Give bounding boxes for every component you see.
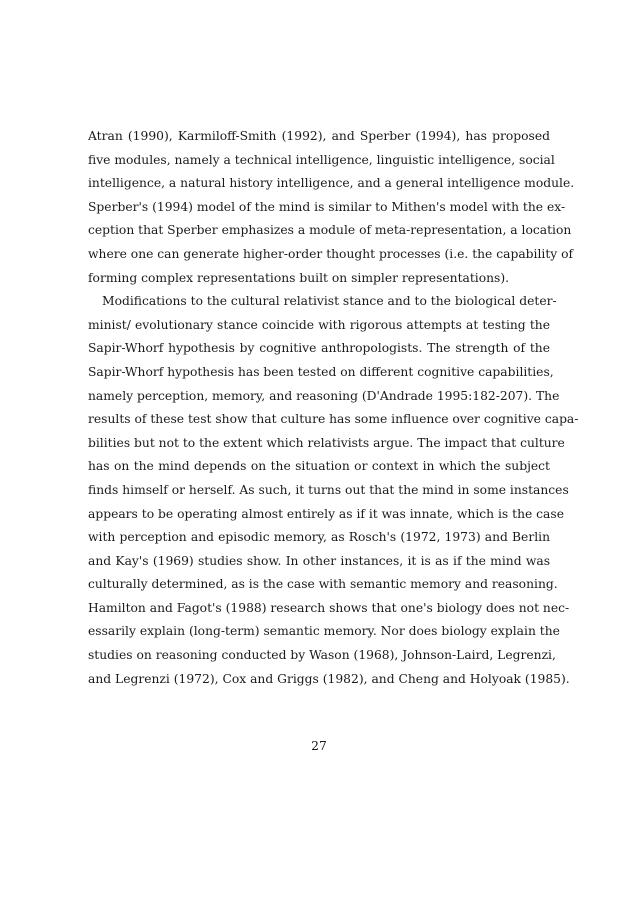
text-line: bilities but not to the extent which relativists argue. The impact that culture <box>88 435 565 450</box>
paragraph-2 <box>88 290 579 691</box>
page-number: 27 <box>311 739 327 753</box>
text-line: appears to be operating almost entirely as if it was innate, which is the case <box>88 506 564 521</box>
text-line: Atran (1990), Karmiloff-Smith (1992), and Sperber (1994), has proposed <box>88 129 550 143</box>
text-line: culturally determined, as is the case with semantic memory and reasoning. <box>88 577 558 592</box>
text-line: five modules, namely a technical intelligence, linguistic intelligence, social <box>88 152 555 167</box>
text-line: Hamilton and Fagot's (1988) research shows that one's biology does not nec- <box>88 600 570 615</box>
text-line: finds himself or herself. As such, it turns out that the mind in some instances <box>88 482 569 497</box>
text-line: studies on reasoning conducted by Wason (1968), Johnson-Laird, Legrenzi, <box>88 648 556 663</box>
text-line: and Legrenzi (1972), Cox and Griggs (1982), and Cheng and Holyoak (1985). <box>88 671 570 686</box>
text-line: forming complex representations built on simpler representations). <box>88 270 510 285</box>
text-line: results of these test show that culture has some influence over cognitive capa- <box>88 412 579 427</box>
text-line: Sapir-Whorf hypothesis has been tested on different cognitive capabilities, <box>88 364 554 379</box>
text-line: intelligence, a natural history intelligence, and a general intelligence module. <box>88 176 575 191</box>
text-line: Sapir-Whorf hypothesis by cognitive anthropologists. The strength of the <box>88 341 550 356</box>
text-line: and Kay's (1969) studies show. In other instances, it is as if the mind was <box>88 553 550 568</box>
text-line: ception that Sperber emphasizes a module of meta-representation, a location <box>88 223 572 238</box>
text-line: Sperber's (1994) model of the mind is similar to Mithen's model with the ex- <box>88 199 566 214</box>
paragraph-1 <box>88 125 575 290</box>
text-line: minist/ evolutionary stance coincide with rigorous attempts at testing the <box>88 317 550 332</box>
text-line: namely perception, memory, and reasoning (D'Andrade 1995:182-207). The <box>88 388 560 403</box>
text-line: has on the mind depends on the situation or context in which the subject <box>88 459 550 474</box>
body-text <box>88 125 579 691</box>
text-line: with perception and episodic memory, as Rosch's (1972, 1973) and Berlin <box>88 530 550 545</box>
text-line: where one can generate higher-order thought processes (i.e. the capability of <box>88 246 574 261</box>
text-line: Modifications to the cultural relativist stance and to the biological deter- <box>102 294 557 309</box>
text-line: essarily explain (long-term) semantic memory. Nor does biology explain the <box>88 624 560 639</box>
